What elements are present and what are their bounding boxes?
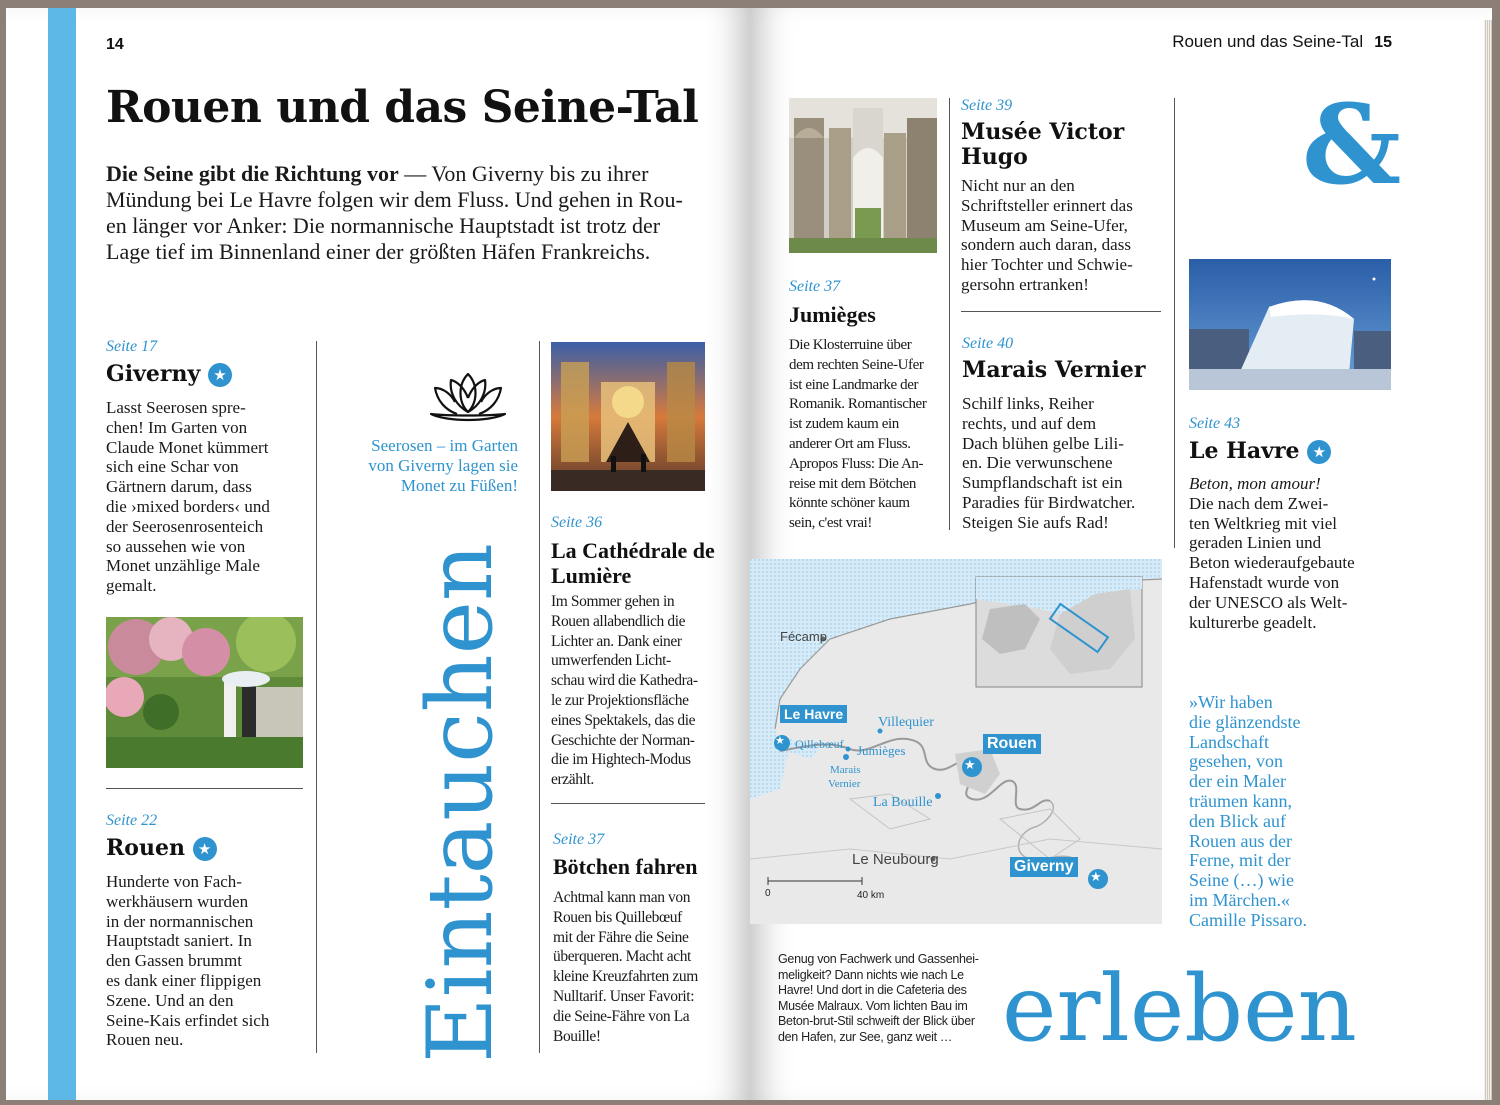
quote-line: die glänzendste: [1189, 711, 1301, 732]
text-line: Rouen bis Quillebœuf: [553, 908, 682, 926]
text-line: Monet unzählige Male: [106, 556, 260, 576]
jumieges-heading: Jumièges: [789, 302, 876, 327]
caption-line: Genug von Fachwerk und Gassenhei-: [778, 952, 979, 966]
text-line: Dach blühen gelbe Lili-: [962, 433, 1124, 453]
text-line: könnte schöner kaum: [789, 495, 910, 512]
intro-line: — Von Giverny bis zu ihrer: [404, 161, 649, 186]
map-scale-end: 40 km: [857, 890, 885, 901]
map-label-quillebeuf: Qillebœuf: [795, 737, 844, 751]
ampersand: &: [1302, 80, 1402, 209]
map-label-giverny: Giverny: [1010, 857, 1078, 877]
text-line: gersohn ertranken!: [961, 274, 1089, 294]
text-line: Beton, mon amour!: [1189, 474, 1321, 493]
caption-line: den Hafen, zur See, ganz weit …: [778, 1029, 953, 1044]
page-title: Rouen und das Seine-Tal: [106, 82, 699, 133]
photo-caption: [778, 952, 988, 1045]
star-icon: ★: [1090, 870, 1102, 885]
text-line: Schriftsteller erinnert das: [961, 195, 1133, 215]
quote-line: von Giverny lagen sie: [368, 455, 518, 475]
text-line: Lichter an. Dank einer: [551, 632, 682, 650]
giverny-heading-text: Giverny: [106, 361, 201, 387]
star-icon: ★: [1307, 440, 1331, 464]
intro-line: Lage tief im Binnenland einer der größten Häfen Frankreichs.: [106, 239, 651, 264]
text-line: Beton wiederaufgebaute: [1189, 553, 1355, 573]
quote-line: Ferne, mit der: [1189, 850, 1291, 871]
text-line: Bouille!: [553, 1027, 601, 1045]
text-line: en. Die verwunschene: [962, 453, 1113, 473]
abbey-photo: [789, 98, 937, 253]
seite-jumieges: Seite 37: [789, 278, 841, 295]
heading-line: Musée Victor: [961, 119, 1125, 145]
seite-rouen: Seite 22: [106, 812, 158, 829]
jumieges-text: [789, 336, 949, 534]
text-line: der Seerosenrosenteich: [106, 516, 264, 536]
rouen-heading-text: Rouen: [106, 835, 185, 861]
quote-line: gesehen, von: [1189, 751, 1283, 772]
heading-line: La Cathédrale de: [551, 538, 715, 563]
le-havre-heading-text: Le Havre: [1189, 438, 1300, 464]
rouen-heading: [106, 836, 217, 861]
intro-line: Mündung bei Le Havre folgen wir dem Fluss. Und gehen in Rou-: [106, 187, 683, 212]
quote-line: Monet zu Füßen!: [400, 475, 518, 495]
text-line: Sumpflandschaft ist ein: [962, 473, 1123, 493]
text-line: Rouen allabendlich die: [551, 612, 686, 630]
star-icon: ★: [964, 758, 976, 773]
text-line: geraden Linien und: [1189, 533, 1322, 553]
map-label-le-havre: Le Havre: [780, 705, 847, 723]
cathedral-photo: [551, 342, 705, 491]
text-line: Paradies für Birdwatcher.: [962, 492, 1136, 512]
caption-line: meligkeit? Dann nichts wie nach Le: [778, 967, 964, 982]
right-page: [750, 8, 1492, 1100]
map-label-fecamp: Fécamp: [780, 629, 827, 644]
intro-line: en länger vor Anker: Die normannische Hauptstadt ist trotz der: [106, 213, 661, 238]
marais-text: [962, 394, 1172, 533]
quote-line: Camille Pissaro.: [1189, 909, 1307, 930]
text-line: so aussehen wie von: [106, 536, 246, 556]
boetchen-text: [553, 888, 723, 1046]
quote-line: träumen kann,: [1189, 790, 1292, 811]
map-label-rouen: Rouen: [983, 734, 1041, 754]
text-line: die Seine-Fähre von La: [553, 1007, 690, 1025]
quote-line: »Wir haben: [1189, 692, 1273, 712]
text-line: Die Klosterruine über: [789, 337, 912, 353]
text-line: Seine-Kais erfindet sich: [106, 1010, 270, 1030]
column-divider: [539, 341, 540, 1053]
heading-line: Lumière: [551, 563, 632, 588]
seite-victor-hugo: Seite 39: [961, 97, 1013, 114]
le-havre-heading: [1189, 439, 1331, 464]
text-line: Museum am Seine-Ufer,: [961, 215, 1128, 235]
text-line: umwerfenden Licht-: [551, 652, 671, 670]
heading-line: Hugo: [961, 144, 1028, 170]
text-line: Im Sommer gehen in: [551, 593, 675, 610]
text-line: kleine Kreuzfahrten zum: [553, 968, 698, 986]
running-head-text: Rouen und das Seine-Tal: [1172, 32, 1364, 51]
text-line: kulturerbe geadelt.: [1189, 612, 1317, 632]
text-line: schau wird die Kathedra-: [551, 672, 698, 690]
quote-line: den Blick auf: [1189, 810, 1286, 831]
text-line: Claude Monet kümmert: [106, 437, 269, 457]
text-line: Rouen neu.: [106, 1030, 184, 1050]
page-number-right: 15: [1374, 34, 1392, 51]
text-line: eines Spektakels, das die: [551, 711, 696, 729]
map-label-villequier: Villequier: [878, 715, 934, 730]
intro-paragraph: [106, 161, 726, 265]
text-line: chen! Im Garten von: [106, 417, 248, 437]
quote-line: der ein Maler: [1189, 771, 1286, 792]
section-divider: [551, 803, 705, 804]
lotus-icon: [427, 370, 509, 426]
section-divider: [106, 788, 303, 789]
text-line: Hunderte von Fach-: [106, 872, 242, 891]
seite-boetchen: Seite 37: [553, 831, 605, 848]
boetchen-heading: Bötchen fahren: [553, 854, 698, 879]
le-havre-photo: [1189, 259, 1391, 390]
victor-hugo-text: [961, 176, 1171, 295]
caption-line: Havre! Und dort in die Cafeteria des: [778, 983, 967, 997]
cathedrale-text: [551, 592, 721, 790]
seite-cathedrale: Seite 36: [551, 514, 603, 531]
victor-hugo-heading: [961, 120, 1166, 170]
text-line: Hafenstadt wurde von: [1189, 572, 1340, 592]
text-line: Achtmal kann man von: [553, 889, 691, 906]
text-line: Steigen Sie aufs Rad!: [962, 512, 1109, 532]
text-line: sondern auch daran, dass: [961, 235, 1131, 255]
text-line: die ›mixed borders‹ und: [106, 496, 270, 516]
text-line: Gärtnern darum, dass: [106, 477, 252, 497]
big-word-erleben: erleben: [1002, 955, 1357, 1062]
text-line: dem rechten Seine-Ufer: [789, 356, 924, 373]
caption-line: Beton-brut-Stil schweift der Blick über: [778, 1014, 975, 1028]
quote-line: Seine (…) wie: [1189, 870, 1294, 891]
quote-line: im Märchen.«: [1189, 889, 1290, 910]
rouen-text: [106, 872, 311, 1050]
text-line: mit der Fähre die Seine: [553, 928, 689, 946]
quote-line: Landschaft: [1189, 731, 1269, 752]
star-icon: ★: [775, 734, 785, 747]
seite-marais: Seite 40: [962, 335, 1014, 352]
pissaro-quote: [1189, 693, 1379, 931]
map-scale-start: 0: [765, 888, 771, 899]
text-line: der UNESCO als Welt-: [1189, 592, 1348, 612]
giverny-text: [106, 398, 311, 596]
seite-le-havre: Seite 43: [1189, 415, 1241, 432]
text-line: Nicht nur an den: [961, 176, 1075, 195]
text-line: die im Hightech-Modus: [551, 751, 691, 769]
column-divider: [949, 98, 950, 530]
text-line: anderer Ort am Fluss.: [789, 435, 911, 452]
text-line: in der normannischen: [106, 911, 254, 931]
text-line: rechts, und auf dem: [962, 413, 1097, 433]
page-color-stripe: [48, 8, 76, 1100]
giverny-heading: [106, 362, 232, 387]
caption-line: Musée Malraux. Vom lichten Bau im: [778, 998, 968, 1013]
text-line: erzählt.: [551, 771, 594, 789]
le-havre-text: [1189, 474, 1389, 632]
text-line: Apropos Fluss: Die An-: [789, 455, 924, 472]
text-line: Romanik. Romantischer: [789, 396, 927, 413]
left-page: [6, 8, 750, 1100]
star-icon: ★: [193, 837, 217, 861]
map-label-le-neubourg: Le Neubourg: [852, 851, 939, 868]
lotus-quote: [328, 436, 518, 495]
column-divider: [1174, 98, 1175, 548]
map-label-marais: Marais: [830, 764, 861, 776]
text-line: Nulltarif. Unser Favorit:: [553, 987, 695, 1005]
text-line: sich eine Schar von: [106, 457, 239, 477]
text-line: werkhäusern wurden: [106, 891, 249, 911]
map-label-vernier: Vernier: [828, 778, 861, 790]
text-line: reise mit dem Bötchen: [789, 475, 916, 492]
running-header: [1172, 32, 1392, 52]
page-number-left: 14: [106, 36, 124, 53]
map-label-jumieges: Jumièges: [857, 743, 906, 758]
text-line: gemalt.: [106, 576, 157, 596]
text-line: Szene. Und an den: [106, 990, 234, 1010]
page-edge: [1484, 20, 1492, 1100]
seite-giverny: Seite 17: [106, 338, 158, 355]
marais-heading: Marais Vernier: [962, 357, 1146, 383]
text-line: ten Weltkrieg mit viel: [1189, 513, 1337, 533]
text-line: überqueren. Macht acht: [553, 948, 691, 966]
text-line: hier Tochter und Schwie-: [961, 255, 1133, 275]
intro-bold: Die Seine gibt die Richtung vor: [106, 161, 399, 186]
text-line: es dank einer flippigen: [106, 970, 262, 990]
text-line: Lasst Seerosen spre-: [106, 398, 246, 417]
text-line: Geschichte der Norman-: [551, 731, 695, 749]
star-icon: ★: [208, 363, 232, 387]
text-line: le zur Projektionsfläche: [551, 691, 689, 709]
map-label-la-bouille: La Bouille: [873, 795, 933, 810]
garden-photo: [106, 617, 303, 768]
region-map: [750, 559, 1162, 924]
cathedrale-heading: [551, 538, 721, 588]
text-line: sein, c'est vrai!: [789, 515, 872, 532]
text-line: Die nach dem Zwei-: [1189, 493, 1329, 513]
text-line: den Gassen brummt: [106, 951, 242, 971]
text-line: ist eine Landmarke der: [789, 376, 919, 393]
vertical-word-eintauchen: Eintauchen: [408, 543, 513, 1063]
column-divider: [316, 341, 317, 1053]
text-line: Schilf links, Reiher: [962, 394, 1094, 413]
quote-line: Seerosen – im Garten: [371, 436, 518, 455]
section-divider: [961, 311, 1161, 312]
quote-line: Rouen aus der: [1189, 830, 1292, 851]
text-line: Hauptstadt saniert. In: [106, 931, 252, 951]
text-line: ist zudem kaum ein: [789, 416, 899, 433]
